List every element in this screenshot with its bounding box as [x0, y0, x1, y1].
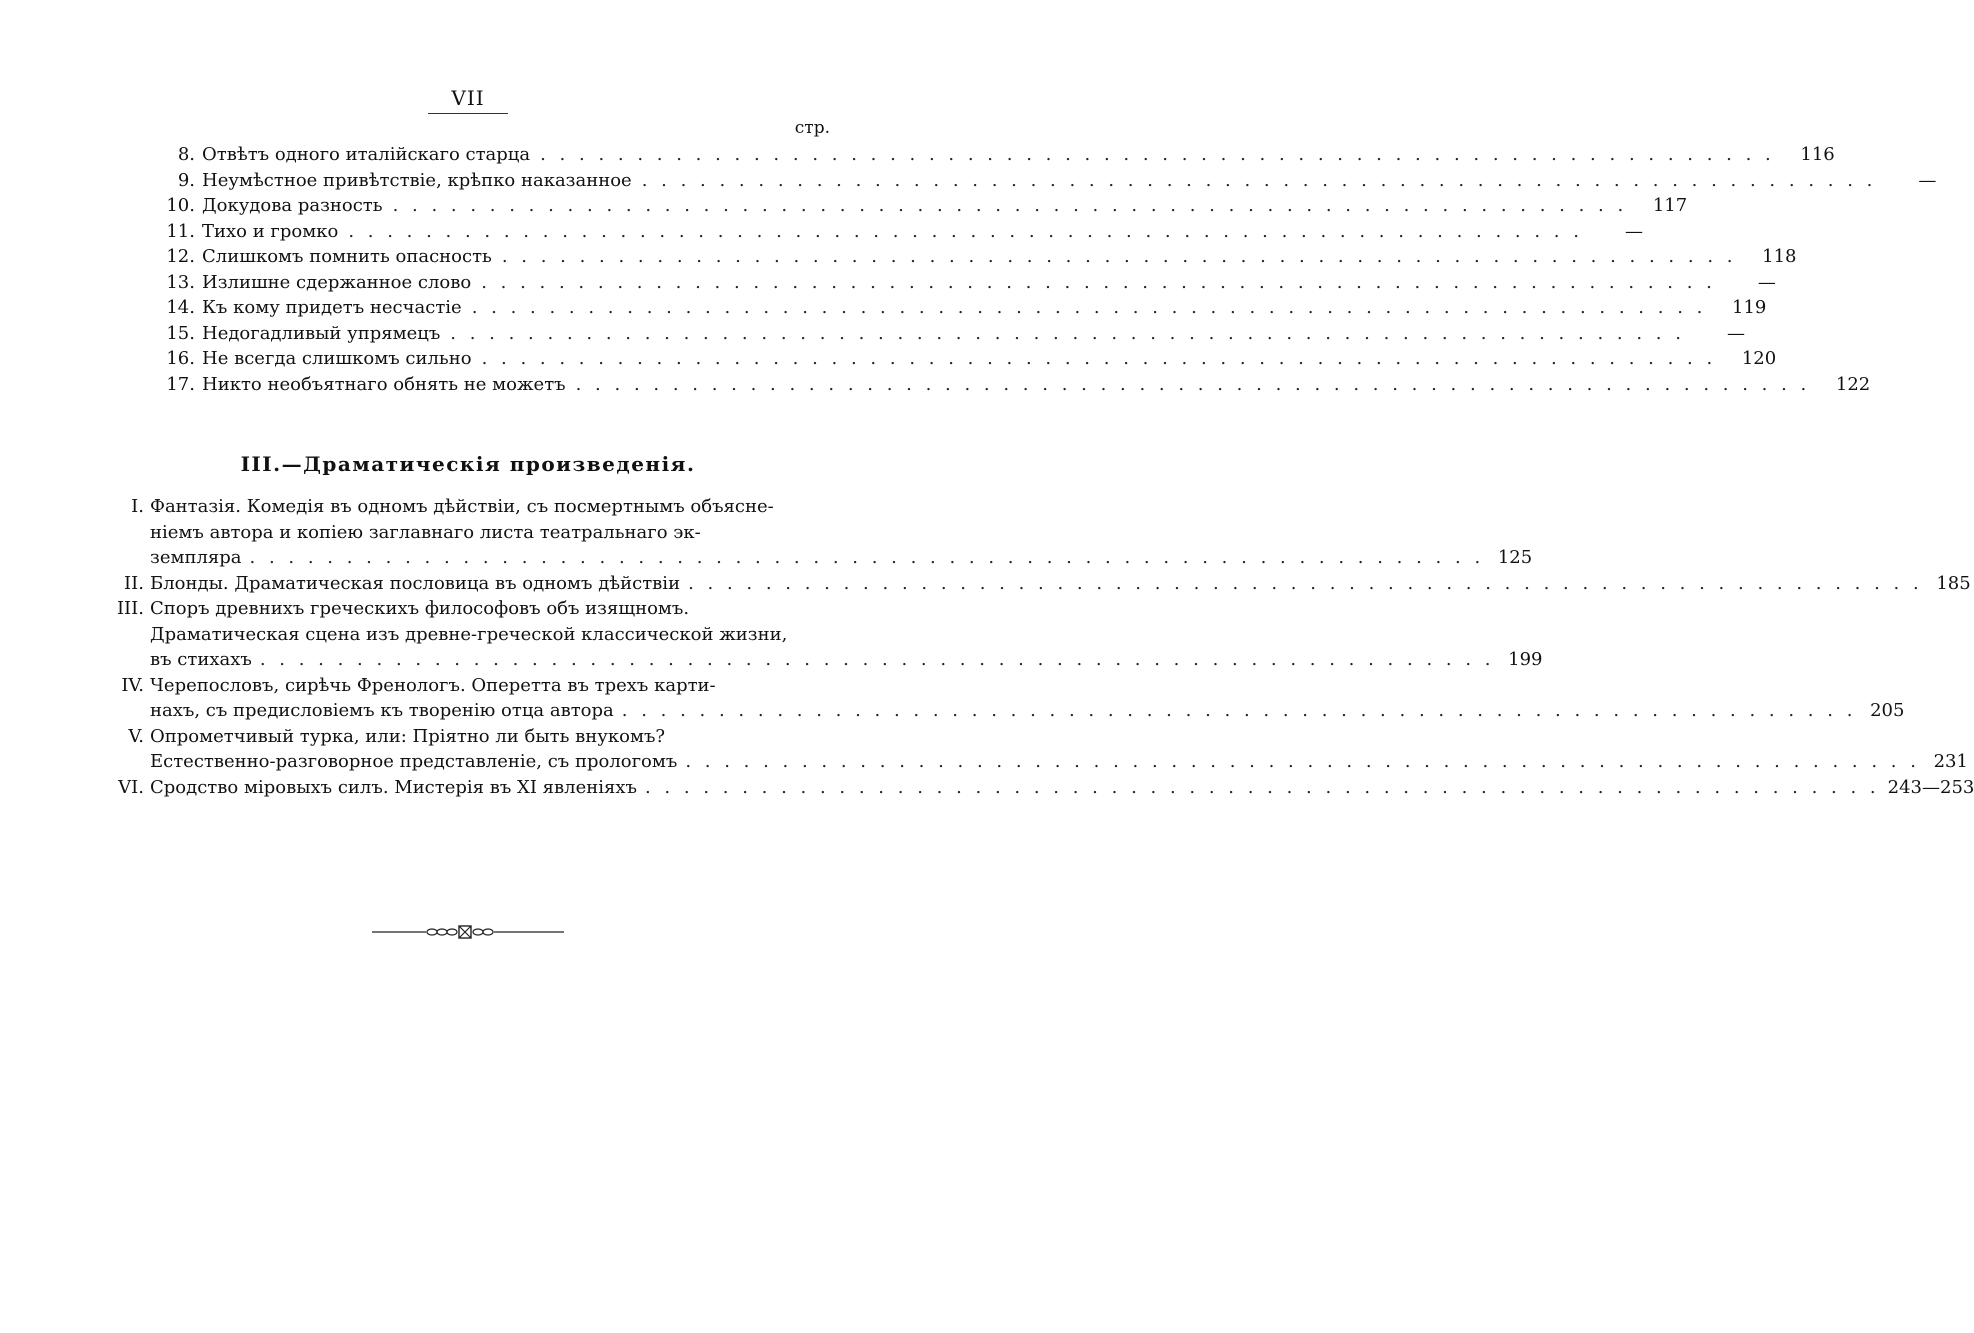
- work-text-line: Сродство міровыхъ силъ. Мистерія въ XI явленіяхъ: [150, 776, 637, 798]
- dot-leader: [482, 346, 1717, 372]
- toc-entry-number: 14.: [166, 297, 195, 318]
- toc-entry-page: 119: [1732, 297, 1767, 318]
- toc-entry-title: Недогадливый упрямецъ: [202, 322, 441, 344]
- toc-entry-number: 12.: [166, 246, 195, 267]
- toc-entry-title: Не всегда слишкомъ сильно: [202, 348, 472, 369]
- work-numeral: II.: [124, 572, 144, 594]
- dot-leader: [260, 647, 1495, 673]
- work-text-line: Споръ древнихъ греческихъ философовъ объ изящномъ.: [150, 598, 690, 619]
- toc-entry: [155, 142, 1835, 168]
- dot-leader: [250, 545, 1485, 571]
- toc-entry-page: 118: [1762, 246, 1797, 267]
- toc-entry-title: Тихо и громко: [202, 220, 339, 242]
- work-numeral: V.: [128, 725, 144, 747]
- toc-entry-page: —: [1624, 220, 1643, 242]
- toc-entry-page: —: [1918, 169, 1937, 191]
- dot-leader: [481, 270, 1716, 296]
- toc-entry: [155, 346, 1777, 372]
- dot-leader: [688, 571, 1923, 597]
- toc-entry-page: 116: [1800, 144, 1835, 165]
- toc-entry: [155, 295, 1767, 321]
- toc-entry: [155, 321, 1745, 347]
- toc-entry: [155, 193, 1688, 219]
- work-numeral: III.: [116, 598, 144, 619]
- dot-leader: [502, 244, 1737, 270]
- work-page: 125: [1497, 547, 1533, 568]
- header-rule: [428, 113, 508, 114]
- work-numeral: I.: [131, 496, 144, 517]
- page-number: VII: [451, 86, 485, 110]
- toc-entry-number: 8.: [177, 144, 195, 165]
- ornament-divider-icon: [370, 925, 566, 939]
- toc-entry-title: Излишне сдержанное слово: [202, 271, 472, 293]
- toc-entry-title: Никто необъятнаго обнять не можетъ: [202, 373, 566, 395]
- toc-entry-number: 11.: [166, 220, 195, 242]
- dot-leader: [642, 168, 1877, 194]
- toc-entry-number: 9.: [177, 169, 195, 191]
- toc-entry: [155, 244, 1797, 270]
- toc-work-entry: [100, 673, 1905, 724]
- toc-entry-page: —: [1726, 322, 1745, 344]
- work-numeral: VI.: [118, 776, 144, 798]
- page-column-label: стр.: [794, 118, 830, 138]
- toc-entry-title: Докудова разность: [202, 195, 383, 216]
- work-text-line: Фантазія. Комедія въ одномъ дѣйствіи, съ посмертнымъ объясне-: [150, 496, 774, 517]
- toc-list-part: [155, 142, 1937, 397]
- work-text-line: земпляра: [150, 547, 242, 568]
- dot-leader: [393, 193, 1628, 219]
- toc-entry-title: Отвѣтъ одного италійскаго старца: [202, 144, 531, 165]
- dot-leader: [540, 142, 1775, 168]
- toc-work-entry: [100, 571, 1971, 597]
- work-page: 185: [1936, 572, 1971, 594]
- toc-entry: [155, 372, 1871, 398]
- toc-entry-number: 17.: [166, 373, 195, 395]
- toc-entry-page: —: [1757, 271, 1776, 293]
- toc-work-entry: [100, 494, 1533, 571]
- work-text-line: ніемъ автора и копіею заглавнаго листа театральнаго эк-: [150, 521, 701, 543]
- toc-work-entry: [100, 596, 1543, 673]
- work-page: 205: [1870, 700, 1905, 721]
- toc-entry-page: 117: [1652, 195, 1688, 216]
- toc-work-entry: [100, 775, 1974, 801]
- toc-entry-title: Къ кому придетъ несчастіе: [202, 297, 462, 318]
- work-numeral: IV.: [121, 674, 144, 696]
- toc-list-dramatic-works: [100, 494, 1974, 800]
- dot-leader: [622, 698, 1857, 724]
- work-text-line: Опрометчивый турка, или: Пріятно ли быть внукомъ?: [150, 725, 666, 747]
- work-text-line: Драматическая сцена изъ древне-греческой классической жизни,: [150, 623, 788, 645]
- work-page: 243—253: [1887, 776, 1974, 798]
- work-text-line: въ стихахъ: [150, 649, 252, 670]
- toc-entry: [155, 270, 1776, 296]
- work-text-line: Блонды. Драматическая пословица въ одномъ дѣйствіи: [150, 572, 681, 594]
- toc-entry: [155, 219, 1643, 245]
- toc-entry-title: Неумѣстное привѣтствіе, крѣпко наказанное: [202, 169, 632, 191]
- toc-entry-number: 13.: [166, 271, 195, 293]
- dot-leader: [472, 295, 1707, 321]
- work-page: 231: [1933, 751, 1968, 772]
- toc-work-entry: [100, 724, 1968, 775]
- section-heading: III.—Драматическія произведенія.: [240, 452, 696, 476]
- dot-leader: [645, 775, 1880, 801]
- toc-entry-page: 122: [1835, 373, 1871, 395]
- dot-leader: [576, 372, 1811, 398]
- dot-leader: [685, 749, 1920, 775]
- toc-entry-number: 15.: [166, 322, 195, 344]
- toc-entry: [155, 168, 1937, 194]
- work-text-line: нахъ, съ предисловіемъ къ творенію отца автора: [150, 700, 614, 721]
- dot-leader: [450, 321, 1685, 347]
- work-text-line: Естественно-разговорное представленіе, съ прологомъ: [150, 751, 678, 772]
- work-page: 199: [1508, 649, 1543, 670]
- toc-entry-number: 10.: [166, 195, 195, 216]
- dot-leader: [348, 219, 1583, 245]
- toc-entry-title: Слишкомъ помнить опасность: [202, 246, 492, 267]
- toc-entry-page: 120: [1741, 348, 1777, 369]
- work-text-line: Черепословъ, сирѣчь Френологъ. Оперетта въ трехъ карти-: [150, 674, 716, 696]
- toc-entry-number: 16.: [166, 348, 195, 369]
